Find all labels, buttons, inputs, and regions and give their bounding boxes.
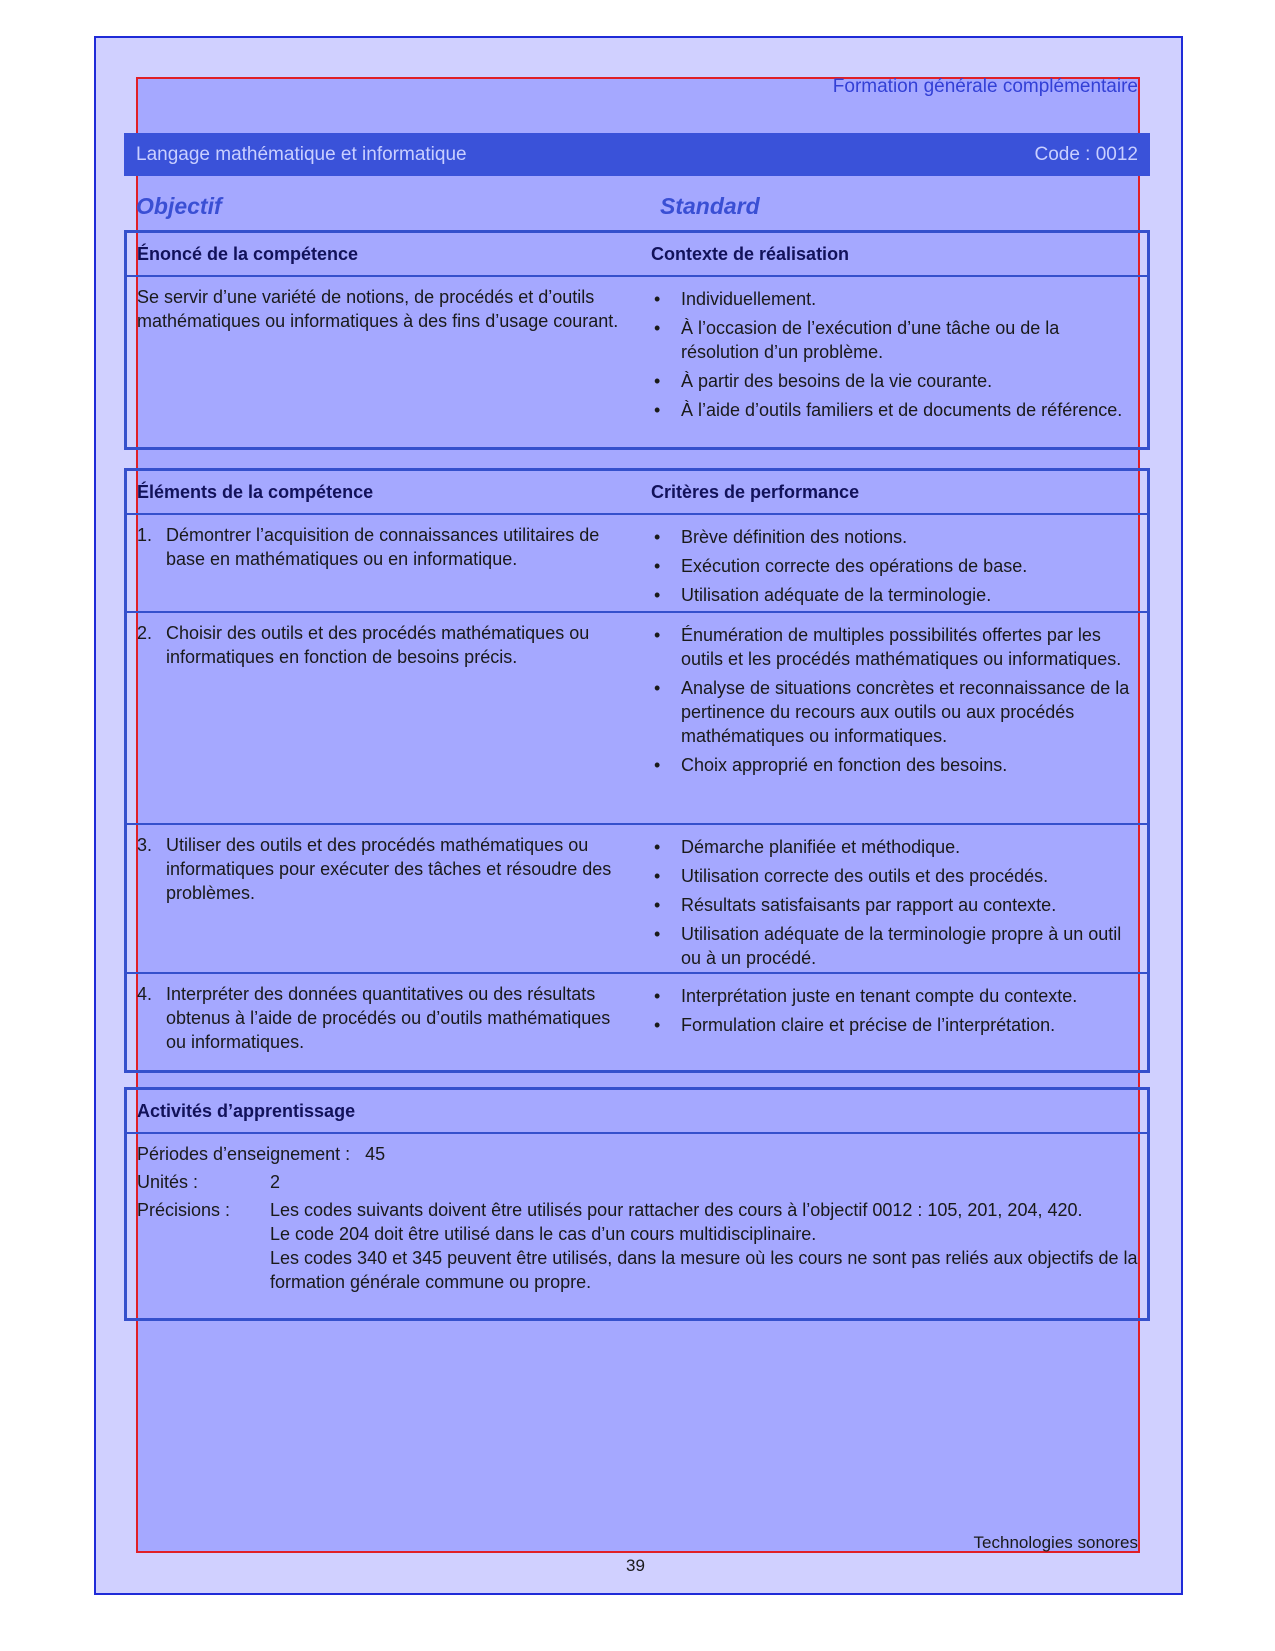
criterion-item: • Analyse de situations concrètes et reconnaissance de la pertinence du recours aux outils ou aux procédés mathématiques ou informatiques. <box>651 676 1131 748</box>
criterion-item: • Brève définition des notions. <box>651 525 1131 549</box>
activities-box-header <box>127 1090 1147 1134</box>
periods-line <box>137 1142 385 1166</box>
element-text <box>137 523 627 571</box>
element-rows <box>127 515 1147 1054</box>
criterion-item: • Formulation claire et précise de l’interprétation. <box>651 1013 1131 1037</box>
units-value: 2 <box>270 1172 281 1192</box>
criterion-item: • Utilisation adéquate de la terminologie propre à un outil ou à un procédé. <box>651 922 1131 970</box>
criteria-list-wrap <box>651 525 1131 612</box>
title-bar <box>124 133 1150 176</box>
elements-heading: Éléments de la compétence <box>137 482 374 502</box>
precision-item: Les codes suivants doivent être utilisés pour rattacher des cours à l’objectif 0012 : 105, 201, 204, 420. <box>270 1200 1083 1220</box>
competence-box-header <box>127 233 1147 277</box>
context-item: • À l’occasion de l’exécution d’une tâche ou de la résolution d’un problème. <box>651 316 1131 364</box>
precision-item: Les codes 340 et 345 peuvent être utilisés, dans la mesure où les cours ne sont pas reliés aux objectifs de la formation générale commune ou propre. <box>270 1248 1138 1292</box>
competence-box <box>124 230 1150 450</box>
precisions-label: Précisions : <box>137 1200 231 1220</box>
criteria-list-wrap <box>651 835 1131 975</box>
criterion-item: • Énumération de multiples possibilités offertes par les outils et les procédés mathématiques ou informatiques. <box>651 623 1131 671</box>
criteria-list-wrap <box>651 984 1131 1042</box>
criteria-heading: Critères de performance <box>651 482 860 502</box>
criterion-item: • Interprétation juste en tenant compte du contexte. <box>651 984 1131 1008</box>
element-description: Démontrer l’acquisition de connaissances utilitaires de base en mathématiques ou en informatique. <box>166 525 600 569</box>
criterion-item: • Exécution correcte des opérations de base. <box>651 554 1131 578</box>
element-number: 3. <box>137 835 153 855</box>
objective-heading: Objectif <box>136 193 222 219</box>
element-description: Choisir des outils et des procédés mathématiques ou informatiques en fonction de besoins précis. <box>166 623 590 667</box>
periods-value: 45 <box>365 1144 386 1164</box>
criteria-list <box>651 525 1131 607</box>
activities-heading: Activités d’apprentissage <box>137 1101 356 1121</box>
program-header: Formation générale complémentaire <box>832 76 1138 97</box>
context-item: • À partir des besoins de la vie courante. <box>651 369 1131 393</box>
footer-section: Technologies sonores <box>973 1533 1138 1552</box>
criteria-list-wrap <box>651 623 1131 782</box>
precisions-list <box>270 1198 1140 1294</box>
precision-item: Le code 204 doit être utilisé dans le cas d’un cours multidisciplinaire. <box>270 1224 817 1244</box>
elements-box <box>124 468 1150 1073</box>
element-row <box>127 974 1147 1054</box>
context-heading: Contexte de réalisation <box>651 244 850 264</box>
criterion-item: • Utilisation correcte des outils et des procédés. <box>651 864 1131 888</box>
element-text <box>137 621 627 669</box>
units-label: Unités : <box>137 1172 199 1192</box>
criteria-list <box>651 835 1131 970</box>
element-number: 4. <box>137 984 153 1004</box>
element-number: 2. <box>137 623 153 643</box>
activities-body <box>127 1134 1147 1314</box>
course-title: Langage mathématique et informatique <box>136 143 467 165</box>
competence-statement: Se servir d’une variété de notions, de procédés et d’outils mathématiques ou informatiques à des fins d’usage courant. <box>137 287 619 331</box>
context-item: • Individuellement. <box>651 287 1131 311</box>
criterion-item: • Utilisation adéquate de la terminologie. <box>651 583 1131 607</box>
element-description: Interpréter des données quantitatives ou des résultats obtenus à l’aide de procédés ou d’outils mathématiques ou informatiques. <box>166 984 611 1052</box>
criterion-item: • Démarche planifiée et méthodique. <box>651 835 1131 859</box>
competence-statement-heading: Énoncé de la compétence <box>137 244 359 264</box>
criteria-list <box>651 623 1131 777</box>
element-description: Utiliser des outils et des procédés mathématiques ou informatiques pour exécuter des tâches et résoudre des problèmes. <box>166 835 612 903</box>
element-row <box>127 515 1147 613</box>
competence-row <box>127 277 1147 447</box>
periods-label: Périodes d’enseignement : <box>137 1144 351 1164</box>
elements-box-header <box>127 471 1147 515</box>
context-item: • À l’aide d’outils familiers et de documents de référence. <box>651 398 1131 422</box>
element-row <box>127 825 1147 974</box>
course-code: Code : 0012 <box>1034 143 1138 165</box>
criterion-item: • Résultats satisfaisants par rapport au contexte. <box>651 893 1131 917</box>
element-text <box>137 833 627 905</box>
activities-box <box>124 1087 1150 1321</box>
element-row <box>127 613 1147 825</box>
element-text <box>137 982 627 1054</box>
element-number: 1. <box>137 525 153 545</box>
units-line <box>137 1170 281 1194</box>
criteria-list <box>651 984 1131 1037</box>
context-list <box>651 287 1131 422</box>
standard-heading: Standard <box>660 193 760 219</box>
criterion-item: • Choix approprié en fonction des besoins. <box>651 753 1131 777</box>
context-list-wrap <box>651 287 1131 427</box>
page-number: 39 <box>626 1556 645 1575</box>
